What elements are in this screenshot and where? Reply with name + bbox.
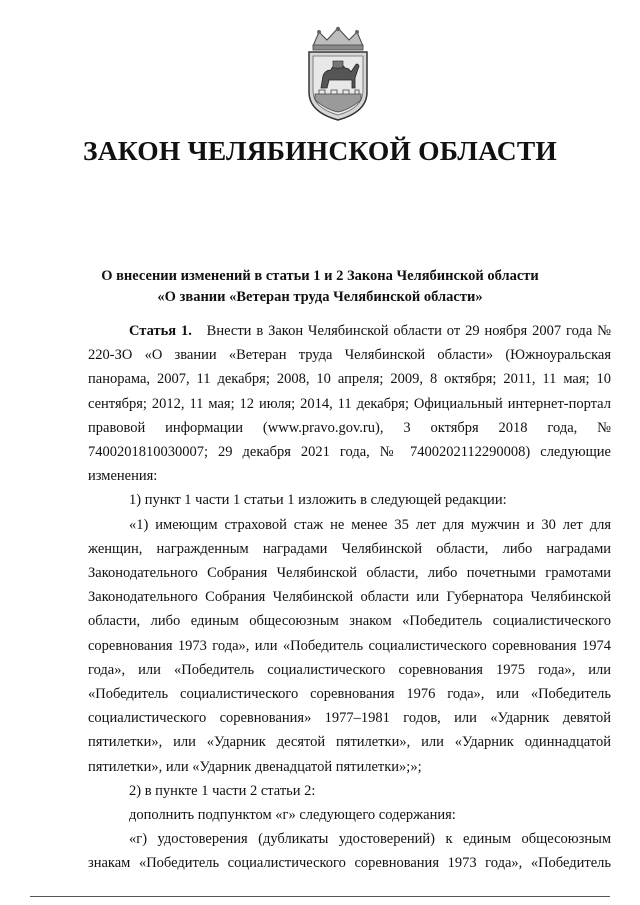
article-1-item-2: 2) в пункте 1 части 2 статьи 2: [129, 782, 316, 799]
law-subtitle-line-1: О внесении изменений в статьи 1 и 2 Закона Челябинской области [101, 268, 539, 284]
article-1-item-2-text: «г) удостоверения (дубликаты удостоверений) к единым общесоюзным знакам «Победитель социалистического соревнования 1973 года», «Победитель [88, 831, 611, 872]
article-1-item-1: 1) пункт 1 части 1 статьи 1 изложить в следующей редакции: [129, 492, 507, 509]
article-1-item-2-subtext: дополнить подпунктом «г» следующего содержания: [129, 807, 456, 824]
law-body [88, 319, 611, 876]
article-1-intro [88, 319, 611, 488]
coat-of-arms-icon [299, 26, 377, 122]
article-1-intro-text: Внести в Закон Челябинской области от 29 ноября 2007 года № 220-ЗО «О звании «Ветеран труда Челябинской области» (Южноуральская панорама, 2007, 11 декабря; 2008, 10 апреля; 2009, 8 октября; 2011, 11 мая; 10 сентября; 2012, 11 мая; 12 июля; 2014, 11 декабря; Официальный интернет-портал правовой информации (www.pravo.gov.ru), 3 октября 2018 года, № 7400201810030007; 29 декабря 2021 года, № 7400202112290008) следующие изменения: [88, 323, 612, 485]
law-title: ЗАКОН ЧЕЛЯБИНСКОЙ ОБЛАСТИ [83, 135, 557, 166]
article-1-label: Статья 1. [129, 323, 192, 339]
law-subtitle-line-2: «О звании «Ветеран труда Челябинской области» [157, 289, 483, 305]
page-bottom-rule [30, 896, 610, 897]
article-1-item-1-text: «1) имеющим страховой стаж не менее 35 лет для мужчин и 30 лет для женщин, награжденным наградами Челябинской области, либо наградами Законодательного Собрания Челябинской области, либо почетными грамотами Законодательного Собрания Челябинской области или Губернатора Челябинской области, либо единым общесоюзным знаком «Победитель социалистического соревнования 1973 года», или «Победитель социалистического соревнования 1974 года», или «Победитель социалистического соревнования 1975 года», или «Победитель социалистического соревнования 1976 года», или «Победитель социалистического соревнования» 1977–1981 годов, или «Ударник девятой пятилетки», или «Ударник десятой пятилетки», или «Ударник одиннадцатой пятилетки», или «Ударник двенадцатой пятилетки»;»; [88, 516, 611, 775]
